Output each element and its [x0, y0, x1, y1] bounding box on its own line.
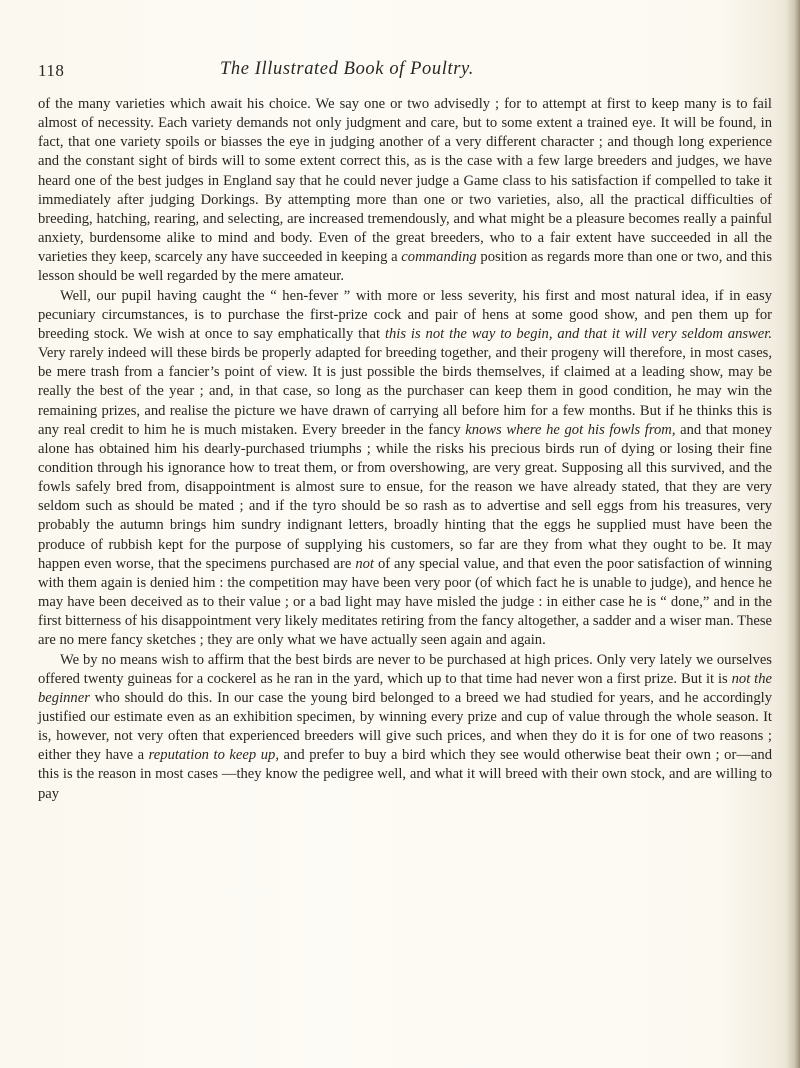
running-title: The Illustrated Book of Poultry. — [220, 59, 475, 79]
paragraph-2: Well, our pupil having caught the “ hen-fever ” with more or less severity, his first and most natural idea, if in easy pecuniary circumstances, is to purchase the first-prize cock and pair of hens at some good show, and pen them up for breeding stock. We wish at once to say emphatically that this is not the way to begin, and that it will very seldom answer. Very rarely indeed will these birds be properly adapted for breeding together, and their progeny will therefore, in most cases, be mere trash from a fancier’s point of view. It is just possible the birds themselves, if claimed at a leading show, may be really the best of the year ; and, in that case, so long as the purchaser can keep them in good condition, he may win the remaining prizes, and realise the picture we have drawn of carrying all before him for a few months. But if he thinks this is any real credit to him he is much mistaken. Every breeder in the fancy knows where he got his fowls from, and that money alone has obtained him his dearly-purchased triumphs ; while the risks his precious birds run of dying or losing their fine condition through his ignorance how to treat them, or from overshowing, are very great. Supposing all this survived, and the fowls safely bred from, disappointment is almost sure to ensue, for the reason we have already stated, that they are very seldom such as should be mated ; and if the tyro should be so rash as to advertise and sell eggs from his treasures, very probably the autumn brings him sundry indignant letters, broadly hinting that the eggs he supplied must have been the produce of rubbish kept for the purpose of supplying his customers, so far are they from what they ought to be. It may happen even worse, that the specimens purchased are not of any special value, and that even the poor satisfaction of winning with them again is denied him : the competition may have been very poor (of which fact he is unable to judge), and hence he may have been deceived as to their value ; or a bad light may have misled the judge : in either case he is “ done,” and in the first bitterness of his disappointment very likely meditates retiring from the fancy altogether, a sadder and a wiser man. These are no mere fancy sketches ; they are only what we have actually seen again and again. — [38, 287, 772, 649]
page-edge-shadow — [786, 0, 800, 1068]
page-number: 118 — [38, 61, 65, 80]
paragraph-1: of the many varieties which await his choice. We say one or two advisedly ; for to attempt at first to keep many is to fail almost of necessity. Each variety demands not only judgment and care, but to some extent a trained eye. It will be found, in fact, that one variety spoils or biasses the eye in judging another of a very different character ; and though long experience and the constant sight of birds will to some extent correct this, as is the case with a few large breeders and judges, we have heard one of the best judges in England say that he could never judge a Game class to his satisfaction if compelled to take it immediately after judging Dorkings. By attempting more than one or two varieties, also, all the practical difficulties of breeding, hatching, rearing, and selecting, are increased tremendously, and what might be a pleasure becomes really a painful anxiety, burdensome alike to mind and body. Even of the great breeders, who to a fair extent have succeeded in all the varieties they keep, scarcely any have succeeded in keeping a commanding position as regards more than one or two, and this lesson should be well regarded by the mere amateur. — [38, 96, 772, 285]
page-header — [38, 61, 768, 87]
paragraph-3: We by no means wish to affirm that the best birds are never to be purchased at high prices. Only very lately we ourselves offered twenty guineas for a cockerel as he ran in the yard, which up to that time had never won a first prize. But it is not the beginner who should do this. In our case the young bird belonged to a breed we had studied for years, and he accordingly justified our estimate even as an exhibition specimen, by winning every prize and cup of value through the whole season. It is, however, not very often that experienced breeders will give such prices, and when they do it is for one of two reasons ; either they have a reputation to keep up, and prefer to buy a bird which they see would otherwise beat their own ; or—and this is the reason in most cases —they know the pedigree well, and what it will breed with their own stock, and are willing to pay — [38, 651, 772, 802]
body-text — [38, 95, 772, 804]
